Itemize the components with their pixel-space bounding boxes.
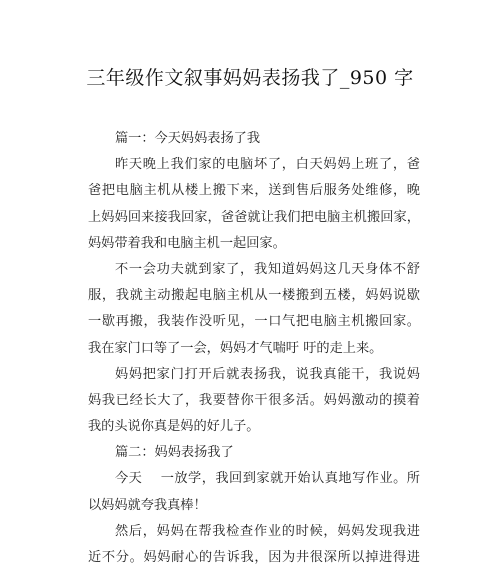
text-line: 上妈妈回来接我回家，爸爸就让我们把电脑主机搬回家， [88,209,420,225]
document-body [88,126,420,571]
text-line: 我在家门口等了一会，妈妈才气喘吁 吁的走上来。 [88,340,383,356]
text-line: 昨天晚上我们家的电脑坏了，白天妈妈上班了，爸 [115,157,420,173]
text-line: 妈妈带着我和电脑主机一起回家。 [88,235,286,251]
text-line: 妈我已经长大了，我要替你干很多活。妈妈激动的摸着 [88,392,420,408]
text-line: 然后，妈妈在帮我检查作业的时候，妈妈发现我进 [115,523,420,539]
text-line: 近不分。妈妈耐心的告诉我，因为井很深所以掉进得进 [88,550,420,565]
text-line: 爸把电脑主机从楼上搬下来，送到售后服务处维修，晚 [88,183,420,199]
text-line: 服，我就主动搬起电脑主机从一楼搬到五楼，妈妈说歇 [88,288,420,304]
document-title: 三年级作文叙事妈妈表扬我了_950 字 [86,67,414,89]
text-line: 妈妈把家门打开后就表扬我，说我真能干，我说妈 [115,366,420,382]
text-line: 以妈妈就夸我真棒！ [88,497,207,513]
text-line: 今天 一放学，我回到家就开始认真地写作业。所 [115,471,420,487]
text-line: 篇二：妈妈表扬我了 [115,445,234,461]
text-line: 篇一：今天妈妈表扬了我 [115,131,261,146]
text-line: 不一会功夫就到家了，我知道妈妈这几天身体不舒 [115,261,420,277]
text-line: 一歇再搬，我装作没听见，一口气把电脑主机搬回家。 [88,314,420,330]
text-line: 我的头说你真是妈的好儿子。 [88,419,260,435]
